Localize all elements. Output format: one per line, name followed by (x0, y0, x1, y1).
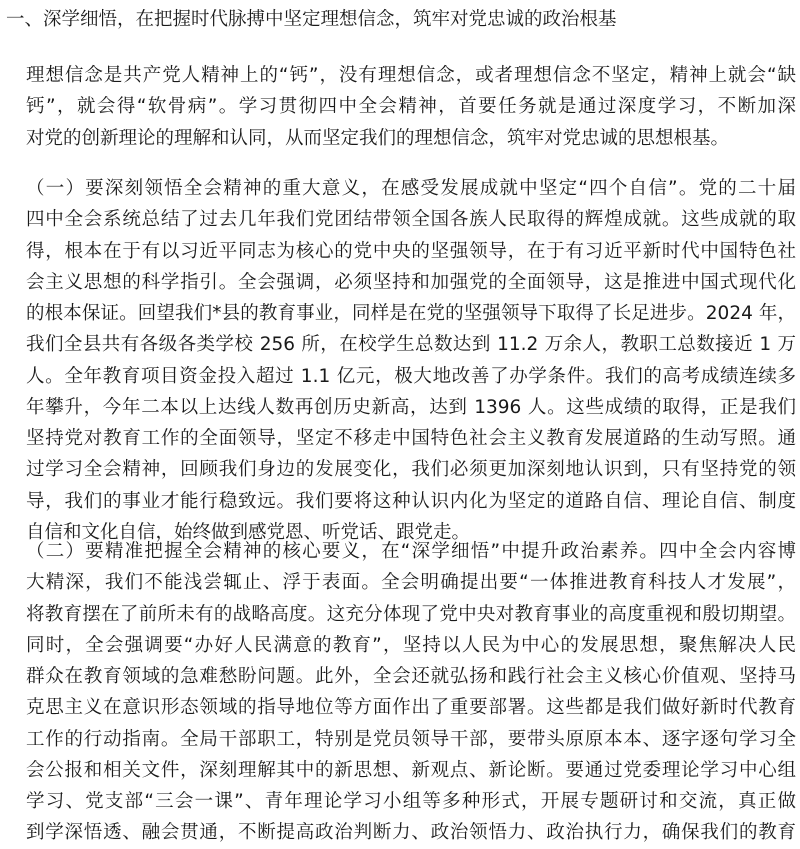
paragraph-line: 将教育摆在了前所未有的战略高度。这充分体现了党中央对教育事业的高度重视和殷切期望。 (26, 603, 796, 625)
paragraph-line: 坚持党对教育工作的全面领导，坚定不移走中国特色社会主义教育发展道路的生动写照。通 (26, 428, 796, 449)
paragraph-line: 过学习全会精神，回顾我们身边的发展变化，我们必须更加深刻地认识到，只有坚持党的领 (26, 459, 796, 481)
paragraph-line: 人。全年教育项目资金投入超过 1.1 亿元，极大地改善了办学条件。我们的高考成绩连续多 (26, 365, 796, 387)
paragraph-line: 工作的行动指南。全局干部职工，特别是党员领导干部，要带头原原本本、逐字逐句学习全 (26, 728, 796, 750)
paragraph-line: （一）要深刻领悟全会精神的重大意义，在感受发展成就中坚定“四个自信”。党的二十届 (26, 178, 796, 199)
paragraph-line: 会公报和相关文件，深刻理解其中的新思想、新观点、新论断。要通过党委理论学习中心组 (26, 759, 796, 781)
paragraph-significance (26, 173, 796, 548)
paragraph-line: 钙”，就会得“软骨病”。学习贯彻四中全会精神，首要任务就是通过深度学习，不断加深 (26, 96, 796, 118)
paragraph-line: 会主义思想的科学指引。全会强调，必须坚持和加强党的全面领导，这是推进中国式现代化 (26, 271, 796, 293)
paragraph-line: 学习、党支部“三会一课”、青年理论学习小组等多种形式，开展专题研讨和交流，真正做 (26, 791, 796, 812)
paragraph-intro (26, 60, 796, 154)
paragraph-line: 的根本保证。回望我们*县的教育事业，同样是在党的坚强领导下取得了长足进步。2024 年， (26, 303, 796, 324)
paragraph-line: 四中全会系统总结了过去几年我们党团结带领全国各族人民取得的辉煌成就。这些成就的取 (26, 209, 796, 231)
paragraph-line: 自信和文化自信，始终做到感党恩、听党话、跟党走。 (26, 521, 471, 543)
paragraph-line: （二）要精准把握全会精神的核心要义，在“深学细悟”中提升政治素养。四中全会内容博 (26, 541, 796, 562)
paragraph-line: 对党的创新理论的理解和认同，从而坚定我们的理想信念，筑牢对党忠诚的思想根基。 (26, 127, 730, 149)
paragraph-core-essence (26, 536, 796, 849)
paragraph-line: 群众在教育领域的急难愁盼问题。此外，全会还就弘扬和践行社会主义核心价值观、坚持马 (26, 666, 796, 687)
paragraph-line: 年攀升，今年二本以上达线人数再创历史新高，达到 1396 人。这些成绩的取得，正是我们 (26, 396, 796, 418)
paragraph-line: 同时，全会强调要“办好人民满意的教育”，坚持以人民为中心的发展思想，聚焦解决人民 (26, 634, 796, 656)
paragraph-line: 我们全县共有各级各类学校 256 所，在校学生总数达到 11.2 万余人，教职工总数接近 1 万 (26, 334, 796, 356)
paragraph-line: 得，根本在于有以习近平同志为核心的党中央的坚强领导，在于有习近平新时代中国特色社 (26, 240, 796, 262)
paragraph-line: 大精深，我们不能浅尝辄止、浮于表面。全会明确提出要“一体推进教育科技人才发展”， (26, 572, 796, 594)
paragraph-line: 克思主义在意识形态领域的指导地位等方面作出了重要部署。这些都是我们做好新时代教育 (26, 697, 796, 719)
paragraph-line: 理想信念是共产党人精神上的“钙”，没有理想信念，或者理想信念不坚定，精神上就会“缺 (26, 65, 796, 86)
paragraph-line: 导，我们的事业才能行稳致远。我们要将这种认识内化为坚定的道路自信、理论自信、制度 (26, 490, 796, 512)
paragraph-line: 到学深悟透、融会贯通，不断提高政治判断力、政治领悟力、政治执行力，确保我们的教育 (26, 822, 796, 844)
section-heading: 一、深学细悟，在把握时代脉搏中坚定理想信念，筑牢对党忠诚的政治根基 (6, 9, 617, 30)
